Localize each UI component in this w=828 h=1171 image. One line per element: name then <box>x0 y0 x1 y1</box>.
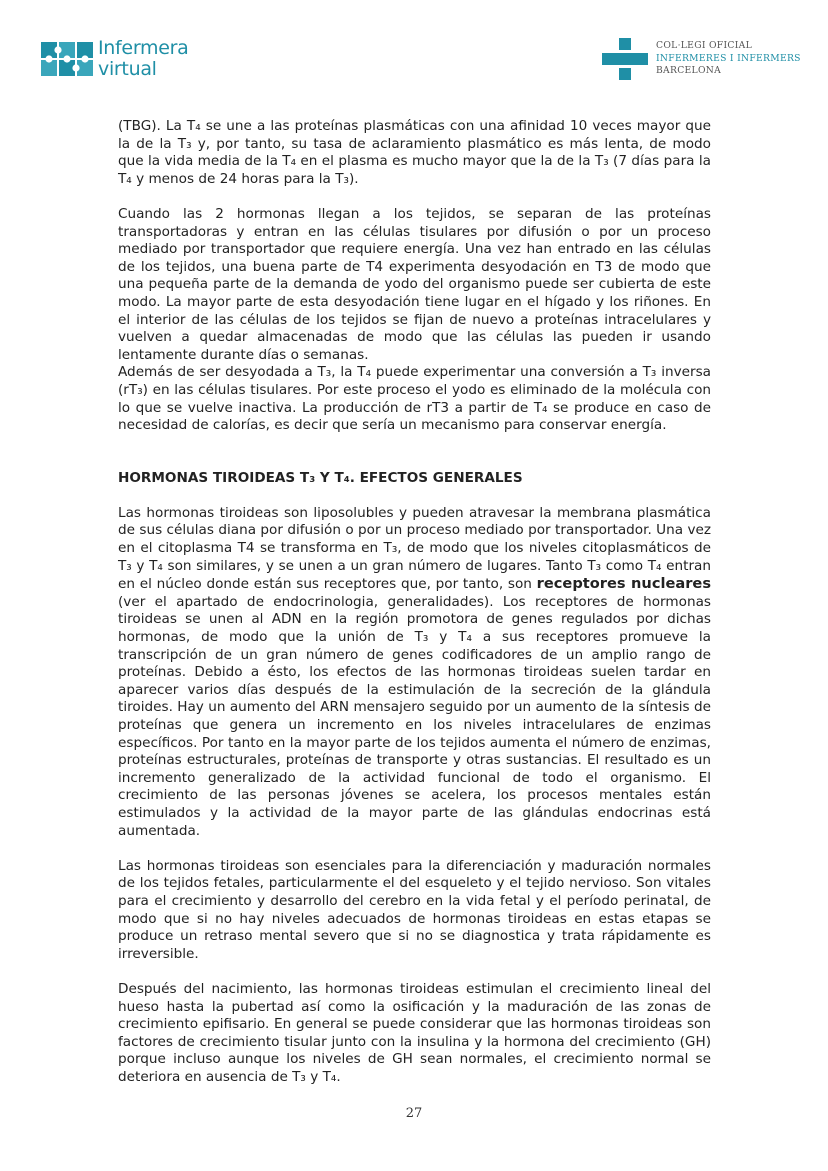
brand-name <box>98 38 188 80</box>
college-line-3: BARCELONA <box>656 65 722 76</box>
paragraph-4-start: Las hormonas tiroideas son liposolubles y pueden atravesar la membrana plasmática de sus células diana por difusión o por un proceso mediado por transportador. Una vez en el citoplasma T4 se transforma en T₃, de modo que los niveles citoplasmáticos de T₃ y T₄ son similares, y se unen a un gran número de lugares. Tanto T₃ como T₄ entran en el núcleo donde están sus receptores que, por tanto, son <box>118 504 711 593</box>
college-logo <box>602 38 802 84</box>
paragraph-2: Cuando las 2 hormonas llegan a los tejidos, se separan de las proteínas transportadoras y entran en las células tisulares por difusión o por un proceso mediado por transportador que requiere energía. Una vez han entrado en las células de los tejidos, una buena parte de T4 experimenta desyodación en T3 de modo que una pequeña parte de la demanda de yodo del organismo puede ser cubierta de este modo. La mayor parte de esta desyodación tiene lugar en el hígado y los riñones. En el interior de las células de los tejidos se fijan de nuevo a proteínas intracelulares y vuelven a quedar almacenadas de modo que las células las pueden ir usando lentamente durante días o semanas. <box>118 205 711 363</box>
college-name <box>656 40 801 78</box>
section-heading: HORMONAS TIROIDEAS T₃ Y T₄. EFECTOS GENERALES <box>118 469 523 486</box>
paragraph-1: (TBG). La T₄ se une a las proteínas plasmáticas con una afinidad 10 veces mayor que la de la T₃ y, por tanto, su tasa de aclaramiento plasmático es más lenta, de modo que la vida media de la T₄ en el plasma es mucho mayor que la de la T₃ (7 días para la T₄ y menos de 24 horas para la T₃). <box>118 118 711 187</box>
paragraph-4 <box>118 505 711 840</box>
paragraph-5: Las hormonas tiroideas son esenciales para la diferenciación y maduración normales de los tejidos fetales, particularmente el del esqueleto y el tejido nervioso. Son vitales para el crecimiento y desarrollo del cerebro en la vida fetal y el período perinatal, de modo que si no hay niveles adecuados de hormonas tiroideas en estas etapas se produce un retraso mental severo que si no se diagnostica y trata rápidamente es irreversible. <box>118 857 711 962</box>
puzzle-pieces-icon <box>40 40 98 80</box>
page-content <box>118 118 711 1086</box>
college-line-2: INFERMERES I INFERMERS <box>656 52 801 64</box>
receptores-nucleares-term: receptores nucleares <box>536 575 712 593</box>
page-header <box>0 0 828 100</box>
cross-icon <box>602 38 648 80</box>
paragraph-6: Después del nacimiento, las hormonas tiroideas estimulan el crecimiento lineal del hueso hasta la pubertad así como la osificación y la maduración de las zonas de crecimiento epifisario. En general se puede considerar que las hormonas tiroideas son factores de crecimiento tisular junto con la insulina y la hormona del crecimiento (GH) porque incluso aunque los niveles de GH sean normales, el crecimiento normal se deteriora en ausencia de T₃ y T₄. <box>118 980 711 1085</box>
paragraph-3: Además de ser desyodada a T₃, la T₄ puede experimentar una conversión a T₃ inversa (rT₃) en las células tisulares. Por este proceso el yodo es eliminado de la molécula con lo que se vuelve inactiva. La producción de rT3 a partir de T₄ se produce en caso de necesidad de calorías, es decir que sería un mecanismo para conservar energía. <box>118 364 711 434</box>
college-line-1: COL·LEGI OFICIAL <box>656 40 753 51</box>
brand-line-1: Infermera <box>98 37 189 59</box>
page-number: 27 <box>405 1106 423 1121</box>
paragraph-4-end: (ver el apartado de endocrinologia, generalidades). Los receptores de hormonas tiroideas se unen al ADN en la región promotora de genes regulados por dichas hormonas, de modo que la unión de T₃ y T₄ a sus receptores promueve la transcripción de un gran número de genes codificadores de un amplio rango de proteínas. Debido a ésto, los efectos de las hormonas tiroideas suelen tardar en aparecer varios días después de la estimulación de la secreción de la glándula tiroides. Hay un aumento del ARN mensajero seguido por un aumento de la síntesis de proteínas que genera un incremento en los niveles intracelulares de enzimas específicos. Por tanto en la mayor parte de los tejidos aumenta el número de enzimas, proteínas estructurales, proteínas de transporte y otras sustancias. El resultado es un incremento generalizado de la actividad funcional de todo el organismo. El crecimiento de las personas jóvenes se acelera, los procesos mentales están estimulados y la actividad de la mayor parte de las glándulas endocrinas está aumentada. <box>118 593 711 839</box>
brand-line-2: virtual <box>98 58 157 80</box>
infermera-virtual-logo <box>40 38 190 84</box>
